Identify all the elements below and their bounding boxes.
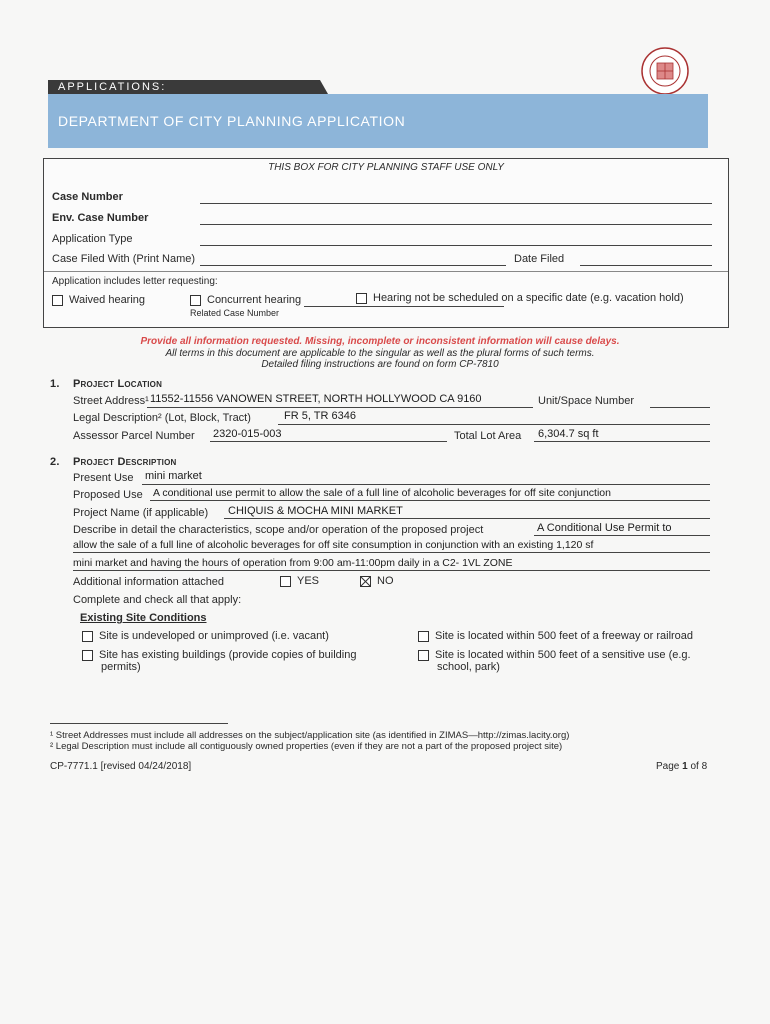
street-address-field[interactable] [147, 407, 533, 408]
page-current: 1 [682, 761, 688, 772]
legal-description-field[interactable] [278, 424, 710, 425]
existing-site-conditions-title: Existing Site Conditions [80, 612, 207, 624]
application-type-label: Application Type [52, 233, 133, 245]
sensitive-use-label: Site is located within 500 feet of a sensitive use (e.g. [435, 649, 691, 661]
application-type-field[interactable] [200, 245, 712, 246]
section-2-title: Project Description [73, 456, 177, 468]
case-number-label: Case Number [52, 191, 123, 203]
staff-box-divider [44, 271, 728, 272]
condition-existing-buildings[interactable] [82, 649, 356, 661]
describe-field-line3[interactable] [73, 570, 710, 571]
describe-field-line1[interactable] [534, 535, 710, 536]
existing-buildings-label-cont: permits) [101, 661, 141, 673]
title-banner [48, 94, 708, 148]
project-name-field[interactable] [224, 518, 710, 519]
page-title: DEPARTMENT OF CITY PLANNING APPLICATION [58, 113, 406, 129]
complete-check-label: Complete and check all that apply: [73, 594, 242, 606]
env-case-number-label: Env. Case Number [52, 212, 149, 224]
project-name-label: Project Name (if applicable) [73, 507, 209, 519]
concurrent-hearing-option[interactable] [190, 294, 301, 306]
proposed-use-label: Proposed Use [73, 489, 143, 501]
city-seal-logo [640, 46, 690, 96]
freeway-checkbox[interactable] [418, 631, 429, 642]
hearing-not-scheduled-label: Hearing not be scheduled on a specific date (e.g. vacation hold) [373, 292, 684, 304]
apn-value: 2320-015-003 [213, 428, 282, 440]
waived-hearing-option[interactable] [52, 294, 145, 306]
letter-requesting-label: Application includes letter requesting: [52, 276, 218, 287]
apn-field[interactable] [210, 441, 447, 442]
present-use-field[interactable] [142, 484, 710, 485]
condition-freeway[interactable] [418, 630, 693, 642]
legal-description-label: Legal Description² (Lot, Block, Tract) [73, 412, 251, 424]
proposed-use-field[interactable] [150, 500, 710, 501]
case-filed-with-label: Case Filed With (Print Name) [52, 253, 196, 265]
additional-no-option[interactable] [360, 575, 394, 587]
staff-box-header: THIS BOX FOR CITY PLANNING STAFF USE ONLY [268, 162, 504, 173]
page-prefix: Page [656, 761, 683, 772]
case-filed-with-field[interactable] [200, 265, 506, 266]
street-address-label: Street Address¹ [73, 395, 149, 407]
footnote-1: ¹ Street Addresses must include all addresses on the subject/application site (as identified in ZIMAS—http://zimas.lacity.org) [50, 730, 570, 741]
date-filed-field[interactable] [580, 265, 712, 266]
describe-value-line1: A Conditional Use Permit to [537, 522, 672, 534]
describe-field-line2[interactable] [73, 552, 710, 553]
section-2-number: 2. [50, 456, 60, 468]
applications-tab [48, 80, 328, 94]
existing-buildings-checkbox[interactable] [82, 650, 93, 661]
total-lot-area-field[interactable] [534, 441, 710, 442]
no-checkbox[interactable] [360, 576, 371, 587]
present-use-label: Present Use [73, 472, 134, 484]
condition-undeveloped[interactable] [82, 630, 329, 642]
condition-sensitive-use[interactable] [418, 649, 691, 661]
proposed-use-value: A conditional use permit to allow the sale of a full line of alcoholic beverages for off site conjunction [153, 487, 611, 499]
total-lot-area-value: 6,304.7 sq ft [538, 428, 599, 440]
page-suffix: of 8 [687, 761, 708, 772]
instructions-notice: Detailed filing instructions are found on form CP-7810 [261, 359, 499, 370]
terms-notice: All terms in this document are applicable to the singular as well as the plural forms of such terms. [165, 348, 595, 359]
warning-notice: Provide all information requested. Missing, incomplete or inconsistent information will cause delays. [140, 336, 620, 347]
footnote-divider [50, 723, 228, 724]
yes-checkbox[interactable] [280, 576, 291, 587]
hearing-not-scheduled-option[interactable] [356, 292, 684, 304]
related-case-field[interactable] [304, 306, 504, 307]
undeveloped-checkbox[interactable] [82, 631, 93, 642]
section-1-title: Project Location [73, 378, 163, 390]
related-case-label: Related Case Number [190, 308, 280, 318]
yes-label: YES [297, 575, 320, 587]
additional-yes-option[interactable] [280, 575, 319, 587]
unit-space-label: Unit/Space Number [538, 395, 634, 407]
checkmark-icon [361, 577, 370, 586]
describe-value-line3: mini market and having the hours of operation from 9:00 am-11:00pm daily in a C2- 1VL ZONE [73, 557, 513, 569]
case-number-field[interactable] [200, 203, 712, 204]
form-id: CP-7771.1 [revised 04/24/2018] [50, 761, 192, 772]
project-name-value: CHIQUIS & MOCHA MINI MARKET [228, 505, 403, 517]
existing-buildings-label: Site has existing buildings (provide copies of building [99, 649, 357, 661]
freeway-label: Site is located within 500 feet of a freeway or railroad [435, 630, 694, 642]
present-use-value: mini market [145, 470, 202, 482]
hearing-not-scheduled-checkbox[interactable] [356, 293, 367, 304]
waived-hearing-label: Waived hearing [69, 294, 146, 306]
waived-hearing-checkbox[interactable] [52, 295, 63, 306]
legal-description-value: FR 5, TR 6346 [284, 410, 356, 422]
sensitive-use-checkbox[interactable] [418, 650, 429, 661]
total-lot-area-label: Total Lot Area [454, 430, 522, 442]
section-1-number: 1. [50, 378, 60, 390]
describe-label: Describe in detail the characteristics, scope and/or operation of the proposed project [73, 524, 484, 536]
sensitive-use-label-cont: school, park) [437, 661, 500, 673]
footnote-2: ² Legal Description must include all contiguously owned properties (even if they are not a part of the proposed project site) [50, 741, 563, 752]
no-label: NO [377, 575, 394, 587]
concurrent-hearing-label: Concurrent hearing [207, 294, 302, 306]
undeveloped-label: Site is undeveloped or unimproved (i.e. vacant) [99, 630, 329, 642]
unit-space-field[interactable] [650, 407, 710, 408]
date-filed-label: Date Filed [514, 253, 565, 265]
page-number [656, 761, 707, 772]
describe-value-line2: allow the sale of a full line of alcoholic beverages for off site consumption in conjunction with an existing 1,120 sf [73, 539, 594, 551]
street-address-value: 11552-11556 VANOWEN STREET, NORTH HOLLYWOOD CA 9160 [150, 393, 482, 405]
applications-tab-label: APPLICATIONS: [58, 81, 167, 93]
staff-use-box [43, 158, 729, 328]
additional-info-label: Additional information attached [73, 576, 225, 588]
env-case-number-field[interactable] [200, 224, 712, 225]
apn-label: Assessor Parcel Number [73, 430, 195, 442]
concurrent-hearing-checkbox[interactable] [190, 295, 201, 306]
